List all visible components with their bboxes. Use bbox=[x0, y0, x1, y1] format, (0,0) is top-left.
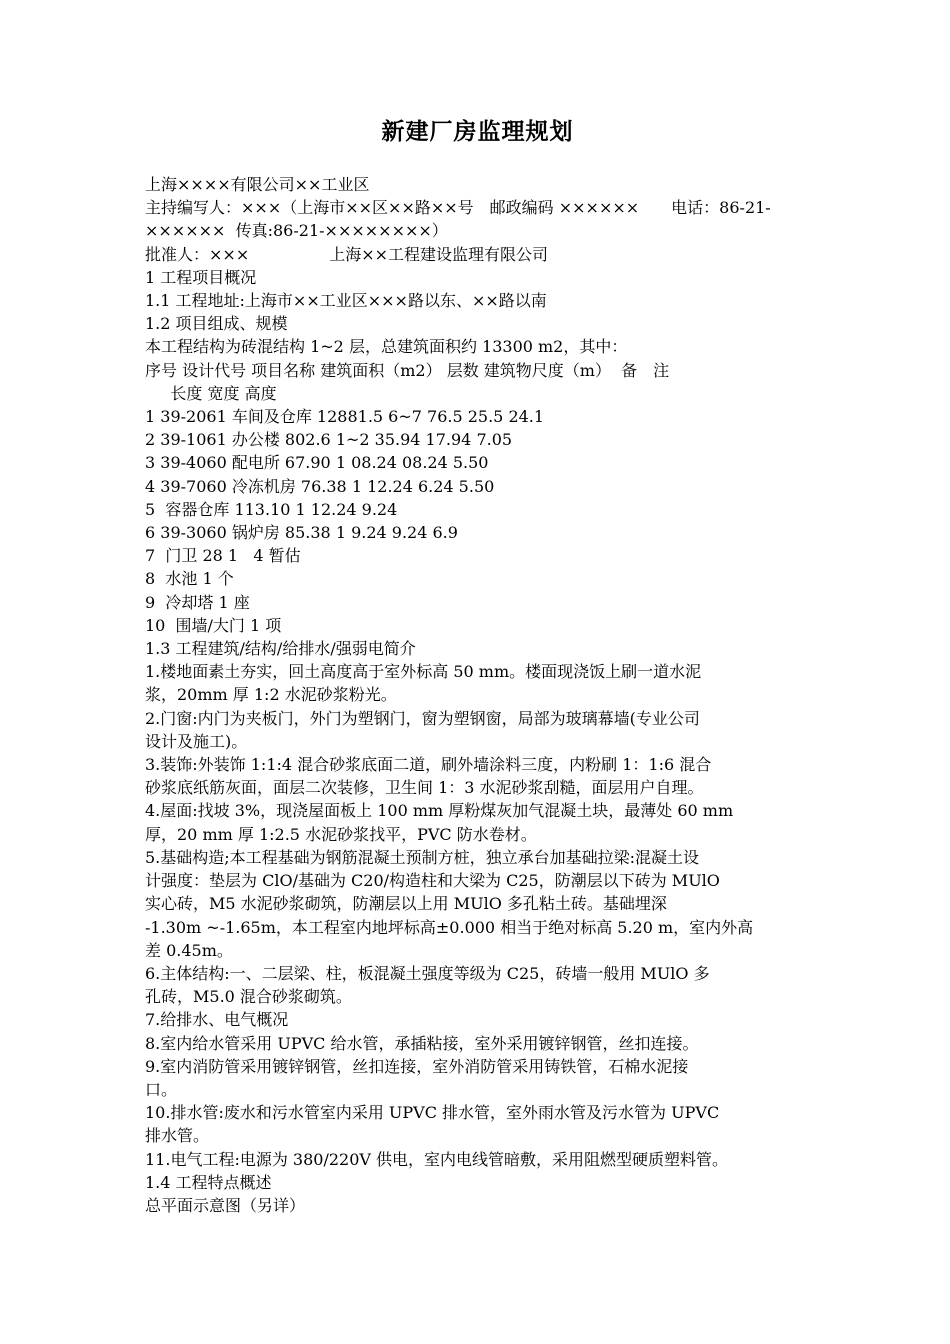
document-line: 1 工程项目概况 bbox=[145, 267, 257, 287]
document-line: 7 门卫 28 1 4 暂估 bbox=[145, 546, 301, 566]
document-title: 新建厂房监理规划 bbox=[381, 118, 574, 145]
document-line: 6.主体结构:一、二层梁、柱，板混凝土强度等级为 C25，砖墙一般用 MUlO 多 bbox=[145, 963, 710, 983]
document-line: 批准人：××× 上海××工程建设监理有限公司 bbox=[145, 244, 549, 264]
document-line: 4.屋面:找坡 3%，现浇屋面板上 100 mm 厚粉煤灰加气混凝土块，最薄处 60 mm bbox=[145, 801, 734, 821]
document-line: 4 39-7060 冷冻机房 76.38 1 12.24 6.24 5.50 bbox=[145, 476, 495, 496]
document-line: 1.1 工程地址:上海市××工业区×××路以东、××路以南 bbox=[145, 291, 547, 311]
document-line: 设计及施工)。 bbox=[145, 731, 248, 751]
document-line: 1 39-2061 车间及仓库 12881.5 6~7 76.5 25.5 24.1 bbox=[145, 407, 545, 427]
document-line: 总平面示意图（另详） bbox=[145, 1195, 306, 1215]
document-line: 浆，20mm 厚 1:2 水泥砂浆粉光。 bbox=[145, 685, 397, 705]
document-line: 5.基础构造;本工程基础为钢筋混凝土预制方桩，独立承台加基础拉梁:混凝土设 bbox=[145, 847, 700, 867]
document-line: 10 围墙/大门 1 项 bbox=[145, 615, 282, 635]
document-line: 口。 bbox=[145, 1079, 178, 1099]
document-line: 主持编写人：×××（上海市××区××路××号 邮政编码 ×××××× 电话：86-21- bbox=[145, 198, 771, 218]
document-line: 本工程结构为砖混结构 1~2 层，总建筑面积约 13300 m2，其中： bbox=[145, 337, 628, 357]
document-line: 7.给排水、电气概况 bbox=[145, 1010, 289, 1030]
document-line: 2 39-1061 办公楼 802.6 1~2 35.94 17.94 7.05 bbox=[145, 430, 513, 450]
document-line: 排水管。 bbox=[145, 1126, 210, 1146]
document-line: 2.门窗:内门为夹板门，外门为塑钢门，窗为塑钢窗，局部为玻璃幕墙(专业公司 bbox=[145, 708, 700, 728]
document-line: 9 冷却塔 1 座 bbox=[145, 592, 250, 612]
document-line: ×××××× 传真:86-21-××××××××） bbox=[145, 221, 448, 241]
document-line: 5 容器仓库 113.10 1 12.24 9.24 bbox=[145, 499, 398, 519]
document-line: 3.装饰:外装饰 1:1:4 混合砂浆底面二道，刷外墙涂料三度，内粉刷 1：1:6 混合 bbox=[145, 755, 712, 775]
document-line: 3 39-4060 配电所 67.90 1 08.24 08.24 5.50 bbox=[145, 453, 489, 473]
document-body bbox=[145, 173, 810, 1217]
document-line: 1.3 工程建筑/结构/给排水/强弱电简介 bbox=[145, 639, 416, 659]
document-line: 序号 设计代号 项目名称 建筑面积（m2） 层数 建筑物尺度（m） 备 注 bbox=[145, 360, 670, 380]
document-line: -1.30m ~-1.65m，本工程室内地坪标高±0.000 相当于绝对标高 5.20 m，室内外高 bbox=[145, 917, 754, 937]
document-line: 差 0.45m。 bbox=[145, 940, 233, 960]
document-line: 8.室内给水管采用 UPVC 给水管，承插粘接，室外采用镀锌钢管，丝扣连接。 bbox=[145, 1033, 699, 1053]
document-line: 实心砖，M5 水泥砂浆砌筑，防潮层以上用 MUlO 多孔粘土砖。基础埋深 bbox=[145, 894, 667, 914]
document-line: 10.排水管:废水和污水管室内采用 UPVC 排水管，室外雨水管及污水管为 UPVC bbox=[145, 1103, 720, 1123]
document-line: 上海××××有限公司××工业区 bbox=[145, 175, 370, 194]
document-line: 孔砖，M5.0 混合砂浆砌筑。 bbox=[145, 987, 352, 1007]
document-line: 11.电气工程:电源为 380/220V 供电，室内电线管暗敷，采用阻燃型硬质塑料管。 bbox=[145, 1149, 729, 1169]
document-line: 厚，20 mm 厚 1:2.5 水泥砂浆找平，PVC 防水卷材。 bbox=[145, 824, 537, 844]
document-line: 1.楼地面素土夯实，回土高度高于室外标高 50 mm。楼面现浇饭上刷一道水泥 bbox=[145, 662, 702, 682]
document-line: 砂浆底纸筋灰面，面层二次装修，卫生间 1：3 水泥砂浆刮糙，面层用户自理。 bbox=[145, 778, 704, 798]
document-line: 计强度：垫层为 ClO/基础为 C20/构造柱和大梁为 C25，防潮层以下砖为 MUlO bbox=[145, 871, 720, 891]
document-line: 长度 宽度 高度 bbox=[145, 383, 277, 403]
document-line: 8 水池 1 个 bbox=[145, 569, 234, 589]
document-line: 9.室内消防管采用镀锌钢管，丝扣连接，室外消防管采用铸铁管，石棉水泥接 bbox=[145, 1056, 689, 1076]
document-line: 1.2 项目组成、规模 bbox=[145, 314, 288, 334]
document-line: 1.4 工程特点概述 bbox=[145, 1172, 272, 1192]
document-line: 6 39-3060 锅炉房 85.38 1 9.24 9.24 6.9 bbox=[145, 523, 458, 543]
